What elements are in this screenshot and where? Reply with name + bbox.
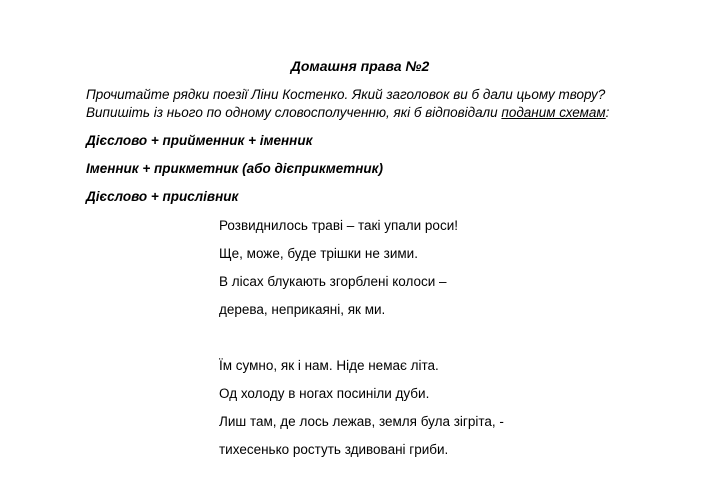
poem-line: В лісах блукають згорблені колоси – (219, 274, 447, 289)
poem (219, 217, 504, 469)
poem-line: Їм сумно, як і нам. Ніде немає літа. (219, 358, 439, 373)
stanza-gap (219, 329, 504, 357)
scheme-3: Дієслово + прислівник (86, 189, 239, 204)
instructions-underlined-phrase: поданим схемам (501, 105, 606, 120)
instructions-paragraph (86, 86, 646, 122)
instructions-line-2-prefix: Випишіть із нього по одному словосполученню, які б відповідали (86, 105, 502, 120)
scheme-2: Іменник + прикметник (або дієприкметник) (86, 161, 383, 176)
poem-line: Розвиднилось траві – такі упали роси! (219, 218, 458, 233)
poem-line: дерева, неприкаяні, як ми. (219, 302, 386, 317)
poem-stanza-2 (219, 357, 504, 469)
instructions-line-2 (86, 104, 646, 122)
poem-line: тихесенько ростуть здивовані гриби. (219, 442, 449, 457)
poem-line: Од холоду в ногах посиніли дуби. (219, 386, 430, 401)
scheme-1: Дієслово + прийменник + іменник (86, 133, 313, 148)
instructions-line-1: Прочитайте рядки поезії Ліни Костенко. Який заголовок ви б дали цьому твору? (86, 87, 606, 102)
page-title: Домашня права №2 (290, 58, 430, 74)
poem-stanza-1 (219, 217, 504, 329)
poem-line: Лиш там, де лось лежав, земля була зігріта, - (219, 414, 504, 429)
poem-line: Ще, може, буде трішки не зими. (219, 246, 418, 261)
instructions-line-2-suffix: : (605, 105, 610, 120)
